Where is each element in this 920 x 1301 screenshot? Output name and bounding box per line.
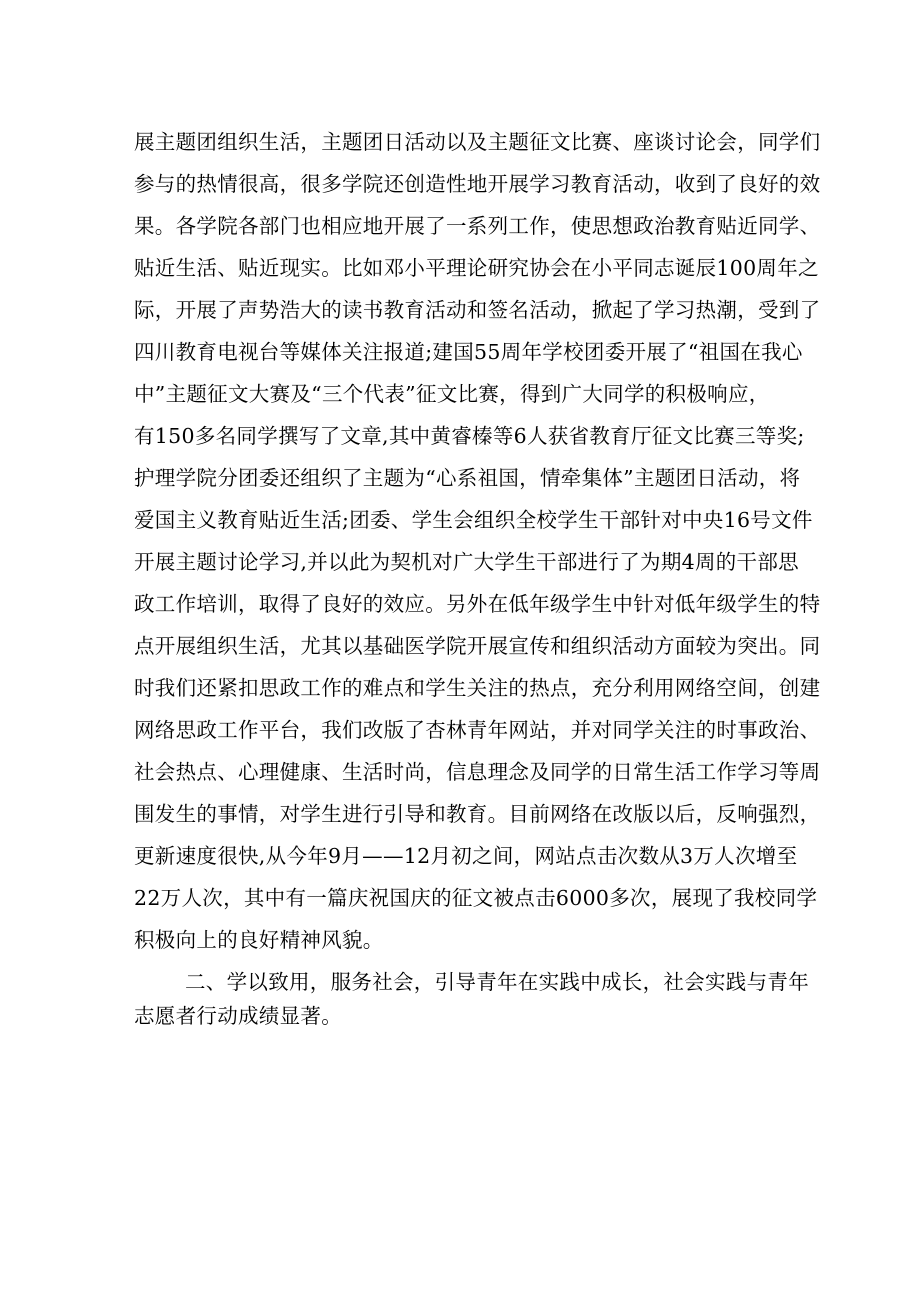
body-text-line: 果。各学院各部门也相应地开展了一系列工作，使思想政治教育贴近同学、 — [134, 214, 821, 238]
body-text-line: 贴近生活、贴近现实。比如邓小平理论研究协会在小平同志诞辰100周年之 — [134, 256, 819, 280]
section-heading-line: 二、学以致用，服务社会，引导青年在实践中成长，社会实践与青年 — [185, 970, 809, 994]
body-text-line: 社会热点、心理健康、生活时尚，信息理念及同学的日常生活工作学习等周 — [134, 760, 821, 784]
body-text-line: 际，开展了声势浩大的读书教育活动和签名活动，掀起了学习热潮，受到了 — [134, 298, 821, 322]
body-text-line: 围发生的事情，对学生进行引导和教育。目前网络在改版以后，反响强烈， — [134, 802, 821, 826]
body-text-line: 参与的热情很高，很多学院还创造性地开展学习教育活动，收到了良好的效 — [134, 172, 821, 196]
body-text-line: 积极向上的良好精神风貌。 — [134, 928, 384, 952]
body-text-line: 22万人次，其中有一篇庆祝国庆的征文被点击6000多次，展现了我校同学 — [134, 886, 818, 910]
body-text-line: 更新速度很快,从今年9月——12月初之间，网站点击次数从3万人次增至 — [134, 844, 798, 868]
body-text-line: 点开展组织生活，尤其以基础医学院开展宣传和组织活动方面较为突出。同 — [134, 634, 821, 658]
body-text-line: 开展主题讨论学习,并以此为契机对广大学生干部进行了为期4周的干部思 — [134, 550, 799, 574]
body-text-line: 爱国主义教育贴近生活;团委、学生会组织全校学生干部针对中央16号文件 — [134, 508, 813, 532]
body-text-line: 网络思政工作平台，我们改版了杏林青年网站，并对同学关注的时事政治、 — [134, 718, 821, 742]
body-text-line: 四川教育电视台等媒体关注报道;建国55周年学校团委开展了“祖国在我心 — [134, 340, 803, 364]
body-text-line: 时我们还紧扣思政工作的难点和学生关注的热点，充分利用网络空间，创建 — [134, 676, 821, 700]
body-text-line: 政工作培训，取得了良好的效应。另外在低年级学生中针对低年级学生的特 — [134, 592, 821, 616]
body-text-line: 展主题团组织生活，主题团日活动以及主题征文比赛、座谈讨论会，同学们 — [134, 130, 821, 154]
section-heading-line: 志愿者行动成绩显著。 — [134, 1004, 342, 1028]
body-text-line: 护理学院分团委还组织了主题为“心系祖国，情牵集体”主题团日活动，将 — [134, 466, 801, 490]
body-text-line: 有150多名同学撰写了文章,其中黄睿榛等6人获省教育厅征文比赛三等奖; — [134, 424, 805, 448]
body-text-line: 中”主题征文大赛及“三个代表”征文比赛，得到广大同学的积极响应， — [134, 382, 770, 406]
